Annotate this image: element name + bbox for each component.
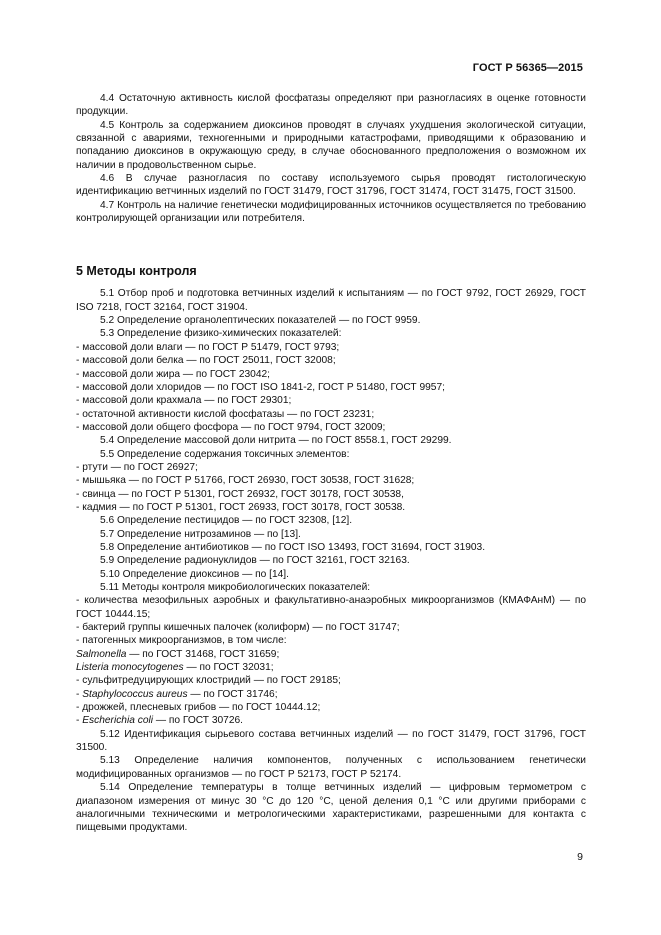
paragraph-4-7: 4.7 Контроль на наличие генетически модифицированных источников осуществляется по требованию контролирующей организации или потребителя.	[76, 199, 586, 225]
paragraph-4-4: 4.4 Остаточную активность кислой фосфатазы определяют при разногласиях в оценке готовности продукции.	[76, 93, 586, 118]
paragraph-5-11: 5.11 Методы контроля микробиологических показателей:	[100, 582, 371, 593]
list-item: - остаточной активности кислой фосфатазы — по ГОСТ 23231;	[76, 408, 375, 420]
paragraph-5-12: 5.12 Идентификация сырьевого состава ветчинных изделий — по ГОСТ 31479, ГОСТ 31796, ГОСТ 31500.	[76, 728, 586, 754]
paragraph-5-2: 5.2 Определение органолептических показателей — по ГОСТ 9959.	[100, 315, 421, 327]
salmonella-name: Salmonella	[76, 648, 127, 660]
list-item: - массовой доли общего фосфора — по ГОСТ 9794, ГОСТ 32009;	[76, 421, 386, 433]
list-item: - дрожжей, плесневых грибов — по ГОСТ 10444.12;	[76, 702, 321, 714]
list-item: - патогенных микроорганизмов, в том числе:	[76, 635, 287, 647]
list-item: - количества мезофильных аэробных и факультативно-анаэробных микроорганизмов (КМАФАнМ) — по ГОСТ 10444.15;	[76, 595, 586, 620]
paragraph-5-4: 5.4 Определение массовой доли нитрита — по ГОСТ 8558.1, ГОСТ 29299.	[100, 435, 452, 447]
list-5-11	[76, 594, 586, 727]
list-5-5	[76, 461, 586, 514]
list-5-3	[76, 341, 586, 434]
list-item: - массовой доли хлоридов — по ГОСТ ISO 1841-2, ГОСТ Р 51480, ГОСТ 9957;	[76, 381, 445, 393]
paragraph-5-7: 5.7 Определение нитрозаминов — по [13].	[100, 528, 301, 540]
ecoli-prefix: -	[76, 715, 83, 727]
ecoli-name: Escherichia coli	[82, 715, 154, 727]
section-title: 5 Методы контроля	[76, 264, 197, 279]
list-item: - массовой доли влаги — по ГОСТ Р 51479, ГОСТ 9793;	[76, 341, 340, 353]
page-number: 9	[577, 851, 583, 863]
listeria-name: Listeria monocytogenes	[76, 662, 184, 674]
list-item	[76, 661, 586, 674]
paragraph-5-5: 5.5 Определение содержания токсичных элементов:	[100, 448, 350, 460]
list-item	[76, 688, 586, 701]
paragraph-5-14: 5.14 Определение температуры в толще ветчинных изделий — цифровым термометром с диапазоном измерения от минус 30 °С до 120 °С, ценой деления 0,1 °С или другими приборами с аналогичными техническими и метрологическими характеристиками, разрешенными для контакта с пищевыми продуктами.	[76, 782, 586, 834]
paragraph-4-5: 4.5 Контроль за содержанием диоксинов проводят в случаях ухудшения экологической ситуации, связанной с авариями, техногенными и природными катастрофами, приводящими к образованию и попаданию диоксинов в окружающую среду, в случае обоснованного предположения о возможном их наличии в продовольственном сырье.	[76, 119, 586, 171]
list-item	[76, 714, 586, 727]
document-code-header: ГОСТ Р 56365—2015	[472, 62, 583, 74]
salmonella-ref: — по ГОСТ 31468, ГОСТ 31659;	[126, 648, 280, 660]
list-item: - бактерий группы кишечных палочек (колиформ) — по ГОСТ 31747;	[76, 622, 400, 634]
list-item: - ртути — по ГОСТ 26927;	[76, 461, 198, 473]
ecoli-ref: — по ГОСТ 30726.	[153, 715, 243, 727]
paragraph-5-10: 5.10 Определение диоксинов — по [14].	[100, 568, 289, 580]
list-item: - свинца — по ГОСТ Р 51301, ГОСТ 26932, ГОСТ 30178, ГОСТ 30538,	[76, 488, 404, 500]
paragraph-5-13: 5.13 Определение наличия компонентов, полученных с использованием генетически модифицированных организмов — по ГОСТ Р 52173, ГОСТ Р 52174.	[76, 755, 586, 780]
list-item: - массовой доли жира — по ГОСТ 23042;	[76, 368, 270, 380]
paragraph-5-6: 5.6 Определение пестицидов — по ГОСТ 32308, [12].	[100, 515, 353, 527]
list-item	[76, 648, 586, 661]
list-item: - сульфитредуцирующих клостридий — по ГОСТ 29185;	[76, 675, 341, 687]
paragraph-5-3: 5.3 Определение физико-химических показателей:	[100, 328, 342, 340]
staph-ref: — по ГОСТ 31746;	[187, 688, 278, 700]
page-content	[76, 92, 586, 835]
list-item: - массовой доли крахмала — по ГОСТ 29301;	[76, 395, 292, 407]
list-item: - кадмия — по ГОСТ Р 51301, ГОСТ 26933, ГОСТ 30178, ГОСТ 30538.	[76, 501, 406, 513]
staph-prefix: -	[76, 688, 83, 700]
list-item: - массовой доли белка — по ГОСТ 25011, ГОСТ 32008;	[76, 355, 336, 367]
paragraph-4-6: 4.6 В случае разногласия по составу используемого сырья проводят гистологическую идентификацию ветчинных изделий по ГОСТ 31479, ГОСТ 31796, ГОСТ 31474, ГОСТ 31475, ГОСТ 31500.	[76, 173, 586, 198]
staph-name: Staphylococcus aureus	[82, 688, 188, 700]
paragraph-5-1: 5.1 Отбор проб и подготовка ветчинных изделий к испытаниям — по ГОСТ 9792, ГОСТ 26929, ГОСТ ISO 7218, ГОСТ 32164, ГОСТ 31904.	[76, 288, 586, 313]
list-item: - мышьяка — по ГОСТ Р 51766, ГОСТ 26930, ГОСТ 30538, ГОСТ 31628;	[76, 475, 415, 487]
listeria-ref: — по ГОСТ 32031;	[183, 662, 274, 674]
paragraph-5-8: 5.8 Определение антибиотиков — по ГОСТ ISO 13493, ГОСТ 31694, ГОСТ 31903.	[100, 541, 486, 553]
paragraph-5-9: 5.9 Определение радионуклидов — по ГОСТ 32161, ГОСТ 32163.	[100, 555, 410, 567]
